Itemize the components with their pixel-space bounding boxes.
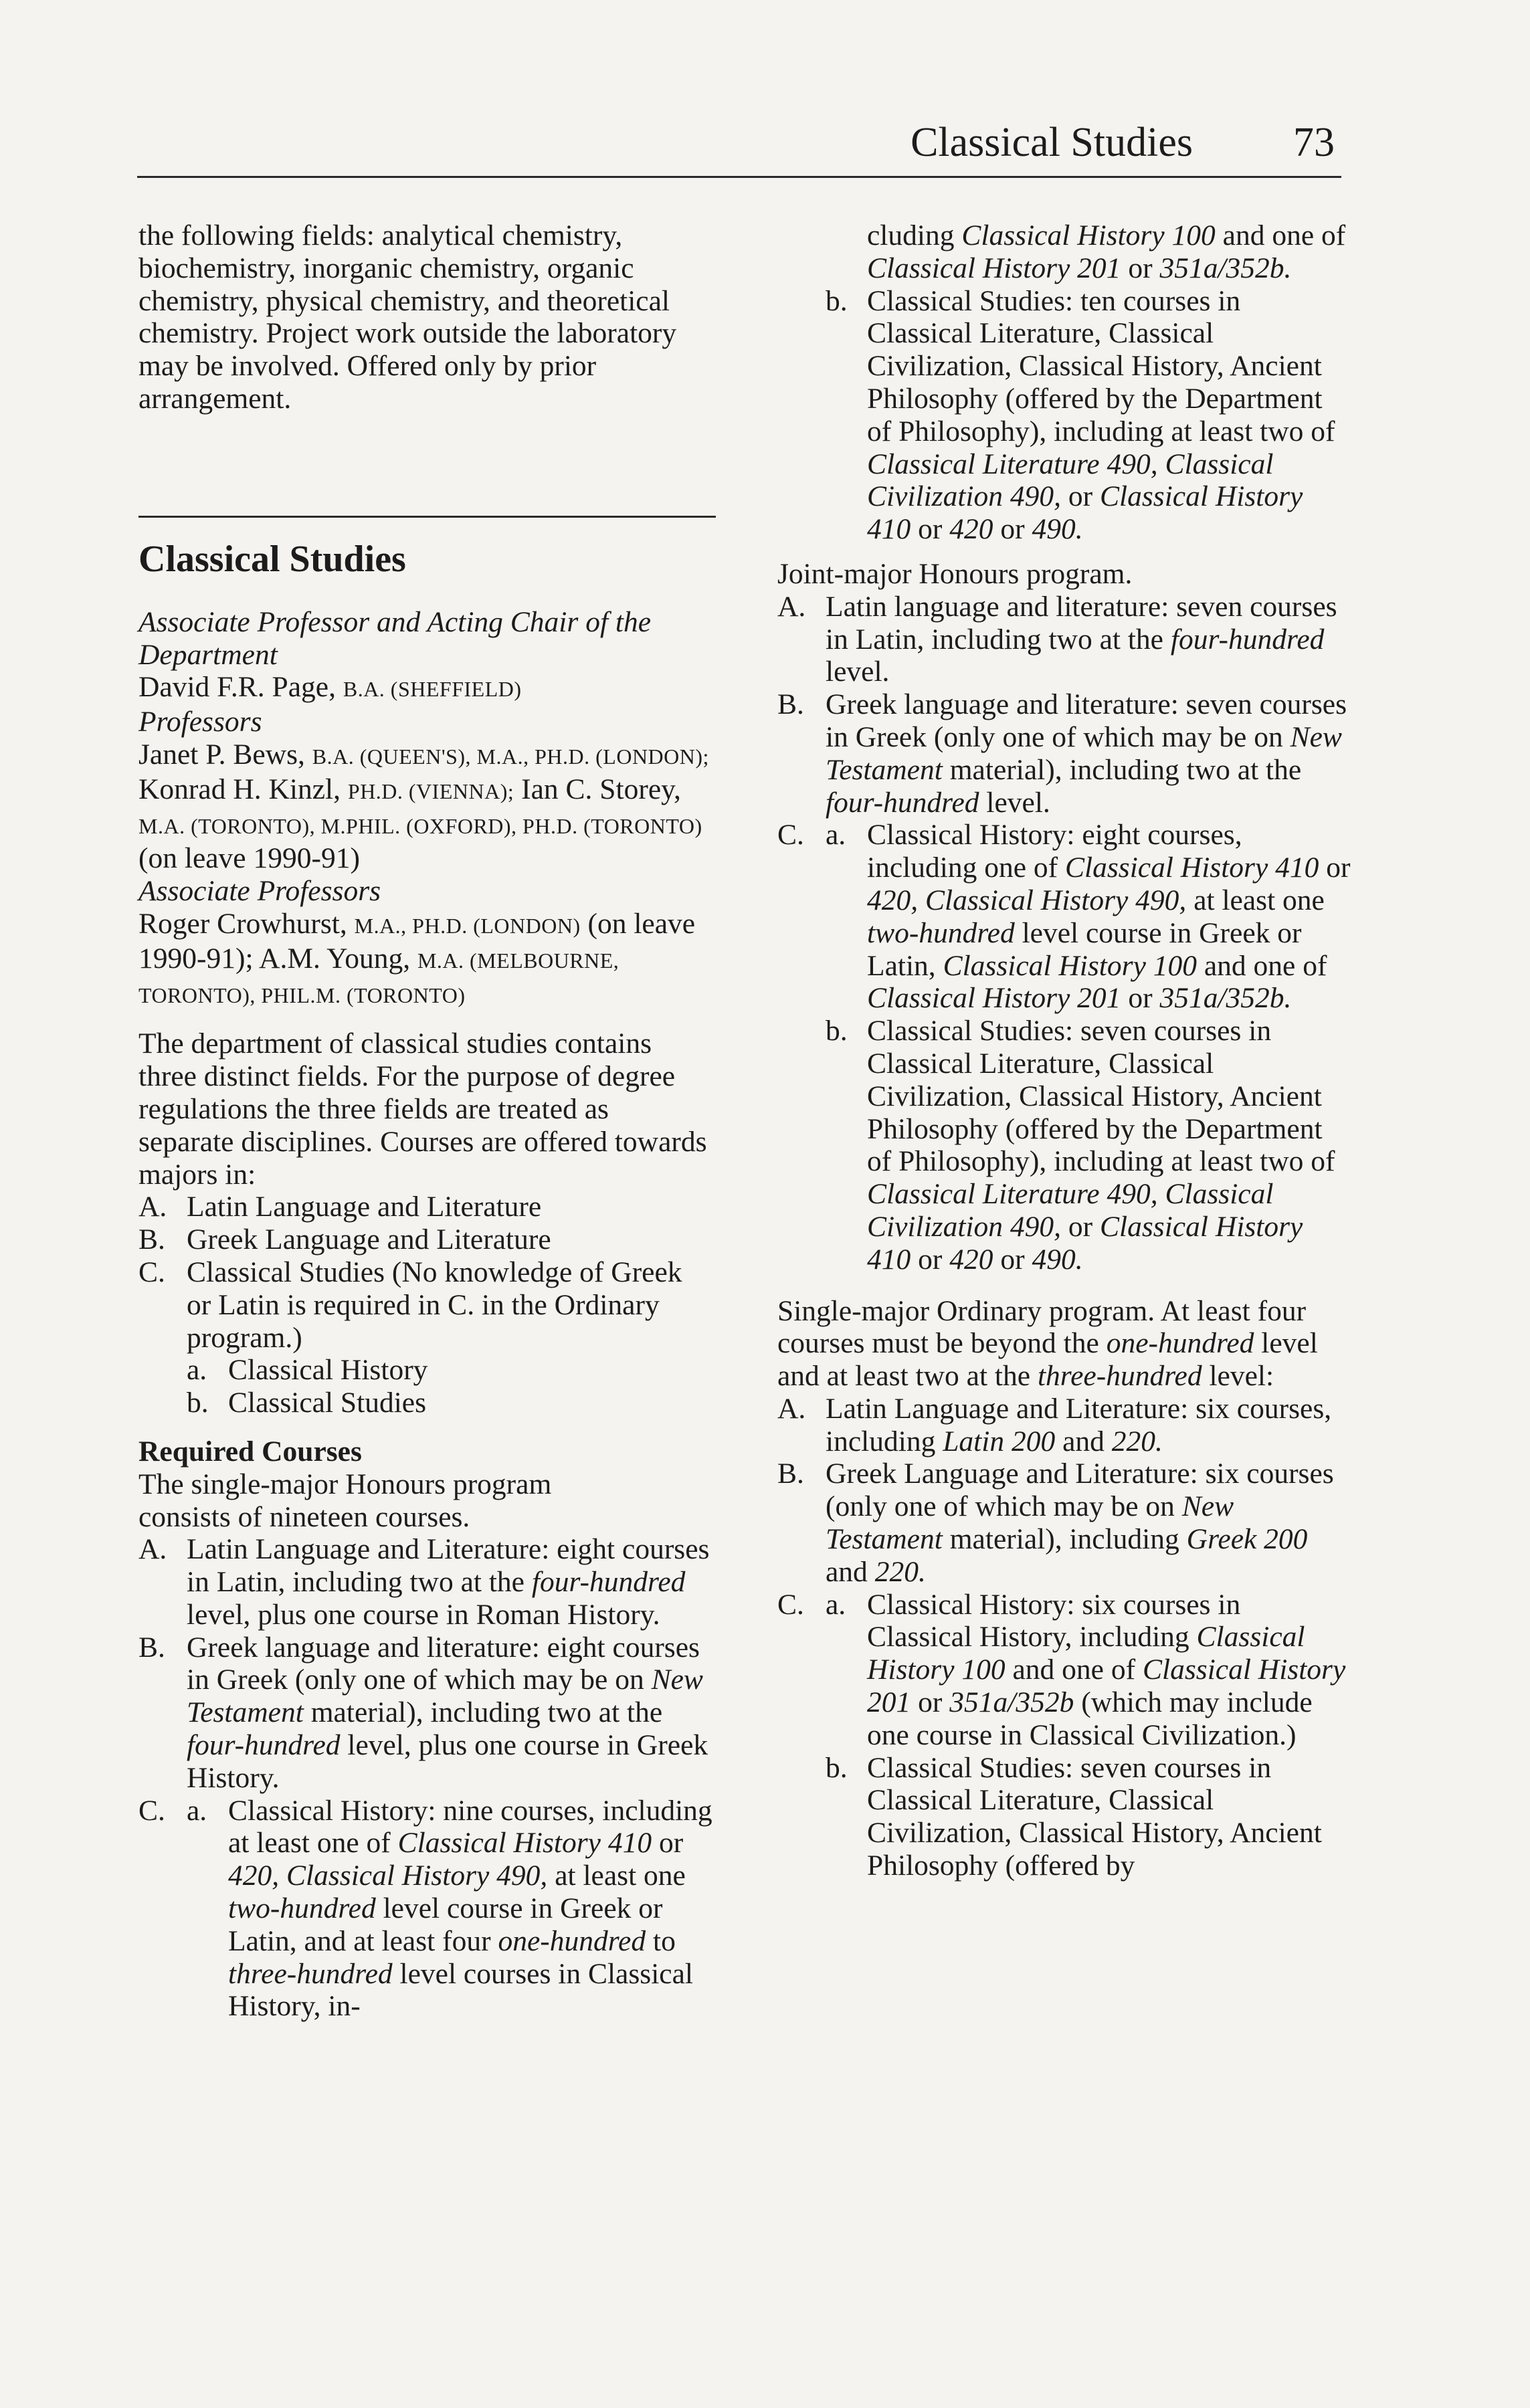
list-text: Greek language and literature: eight courses in Greek (only one of which may be on New Testament material), including two at the four-hundred level, plus one course in Greek History. — [187, 1631, 708, 1794]
list-label: A. — [138, 1191, 167, 1223]
associate-professor-degrees: M.A. (MELBOURNE, TORONTO), PHIL.M. (TORONTO) — [138, 948, 619, 1007]
associate-professor-name: A.M. Young, — [259, 942, 411, 975]
list-item — [777, 819, 1353, 1015]
list-item — [138, 1256, 721, 1354]
associate-professor-degrees: M.A., PH.D. (LONDON) — [354, 913, 581, 938]
professor-name: Ian C. Storey, — [521, 773, 681, 805]
list-label: a. — [187, 1354, 207, 1387]
list-text: Classical Studies: seven courses in Classical Literature, Classical Civilization, Classical History, Ancient Philosophy (offered by — [867, 1751, 1322, 1882]
list-item — [138, 1223, 721, 1256]
list-label: b. — [826, 1015, 848, 1047]
list-item — [138, 1795, 721, 2023]
ordinary-requirements — [777, 1393, 1353, 1882]
running-head — [137, 112, 1341, 178]
associate-professor-name: Roger Crowhurst, — [138, 907, 347, 940]
list-item — [138, 1191, 721, 1223]
continued-text: cluding Classical History 100 and one of Classical History 201 or 351a/352b. — [867, 219, 1346, 284]
list-item — [777, 1393, 1353, 1458]
list-label: C. — [777, 1588, 804, 1621]
professor-degrees: M.A. (TORONTO), M.PHIL. (OXFORD), PH.D. (TORONTO) — [138, 813, 702, 838]
list-text: Classical History: eight courses, including one of Classical History 410 or 420, Classical History 490, at least one two-hundred level course in Greek or Latin, Classical History 100 and one of Classical History 201 or 351a/352b. — [867, 819, 1351, 1015]
running-head-title: Classical Studies — [911, 120, 1193, 165]
list-sublabel: a. — [826, 819, 846, 851]
list-item — [138, 1631, 721, 1795]
joint-major-intro: Joint-major Honours program. — [777, 557, 1133, 590]
list-sublabel: a. — [187, 1794, 207, 1827]
list-text: Latin language and literature: seven courses in Latin, including two at the four-hundred level. — [826, 590, 1337, 688]
majors-list — [138, 1191, 721, 1419]
required-courses-heading: Required Courses — [138, 1435, 362, 1468]
chair-title: Associate Professor and Acting Chair of the Department — [138, 605, 652, 671]
list-text: Latin Language and Literature: six courses, including Latin 200 and 220. — [826, 1392, 1332, 1458]
list-text: Classical History: six courses in Classical History, including Classical History 100 and one of Classical History 201 or 351a/352b (which may include one course in Classical Civilization.) — [867, 1588, 1346, 1751]
department-intro: The department of classical studies contains three distinct fields. For the purpose of degree regulations the three fields are treated as separate disciplines. Courses are offered towards majors in: — [138, 1027, 707, 1191]
professor-degrees: PH.D. (VIENNA); — [347, 779, 514, 803]
list-item — [777, 591, 1353, 688]
list-label: A. — [777, 590, 806, 623]
professor-degrees: B.A. (QUEEN'S), M.A., PH.D. (LONDON); — [312, 744, 709, 769]
associate-professors-title: Associate Professors — [138, 875, 381, 908]
list-text: Greek Language and Literature — [187, 1223, 551, 1256]
page-number: 73 — [1293, 120, 1335, 165]
list-text: Classical History — [228, 1354, 428, 1387]
chair-degrees: B.A. (SHEFFIELD) — [343, 677, 522, 702]
single-major-ordinary-intro: Single-major Ordinary program. At least four courses must be beyond the one-hundred level and at least two at the three-hundred level: — [777, 1294, 1318, 1393]
list-text: Classical History: nine courses, including at least one of Classical History 410 or 420, Classical History 490, at least one two-hundred level course in Greek or Latin, and at least four one-hundred to three-hundred level courses in Classical History, in- — [228, 1794, 712, 2023]
list-text: Classical Studies: ten courses in Classical Literature, Classical Civilization, Classical History, Ancient Philosophy (offered by the Department of Philosophy), including at least two of Classical Literature 490, Classical Civilization 490, or Classical History 410 or 420 or 490. — [867, 284, 1335, 546]
list-item — [777, 1015, 1353, 1276]
professor-name: Janet P. Bews, — [138, 738, 305, 771]
professor-name: Konrad H. Kinzl, — [138, 773, 341, 805]
list-text: Classical Studies (No knowledge of Greek or Latin is required in C. in the Ordinary program.) — [187, 1256, 682, 1354]
list-text: Latin Language and Literature: eight courses in Latin, including two at the four-hundred level, plus one course in Roman History. — [187, 1533, 710, 1631]
list-text: Latin Language and Literature — [187, 1191, 542, 1223]
joint-major-requirements — [777, 591, 1353, 1276]
chair-name: David F.R. Page, — [138, 671, 336, 704]
list-label: b. — [826, 1751, 848, 1784]
list-text: Classical Studies — [228, 1387, 427, 1419]
carryover-paragraph: the following fields: analytical chemistry, biochemistry, inorganic chemistry, organic chemistry, physical chemistry, and theoretical chemistry. Project work outside the laboratory may be involved. Offered only by prior arrangement. — [138, 219, 677, 415]
list-label: C. — [138, 1256, 165, 1288]
list-label: b. — [187, 1387, 209, 1419]
list-label: C. — [777, 819, 804, 851]
list-label: A. — [138, 1533, 167, 1566]
leave-note: (on leave 1990-91); — [138, 907, 696, 975]
list-item — [777, 1752, 1353, 1882]
list-text: Classical Studies: seven courses in Classical Literature, Classical Civilization, Classical History, Ancient Philosophy (offered by the Department of Philosophy), including at least two of Classical Literature 490, Classical Civilization 490, or Classical History 410 or 420 or 490. — [867, 1015, 1335, 1276]
leave-note: (on leave 1990-91) — [138, 842, 360, 875]
list-item — [777, 285, 1353, 546]
list-item — [138, 1387, 721, 1419]
honours-requirements — [138, 1533, 721, 2023]
right-column — [777, 219, 1353, 1882]
professors-title: Professors — [138, 706, 262, 738]
list-item — [777, 688, 1353, 819]
list-sublabel: a. — [826, 1588, 846, 1621]
left-column — [138, 219, 721, 2023]
list-text: Greek language and literature: seven courses in Greek (only one of which may be on New Testament material), including two at the four-hundred level. — [826, 688, 1347, 819]
honours-intro: The single-major Honours program consists of nineteen courses. — [138, 1468, 552, 1533]
list-label: B. — [777, 1458, 804, 1490]
faculty-list — [138, 606, 714, 1012]
list-text: Greek Language and Literature: six courses (only one of which may be on New Testament material), including Greek 200 and 220. — [826, 1458, 1334, 1588]
list-item — [138, 1354, 721, 1387]
list-item — [777, 1458, 1353, 1588]
list-item — [138, 1533, 721, 1631]
list-label: B. — [777, 688, 804, 721]
list-label: B. — [138, 1223, 165, 1256]
section-title: Classical Studies — [138, 538, 406, 580]
list-label: b. — [826, 284, 848, 317]
list-item — [777, 1589, 1353, 1752]
list-label: B. — [138, 1631, 165, 1664]
list-label: C. — [138, 1794, 165, 1827]
list-label: A. — [777, 1392, 806, 1425]
